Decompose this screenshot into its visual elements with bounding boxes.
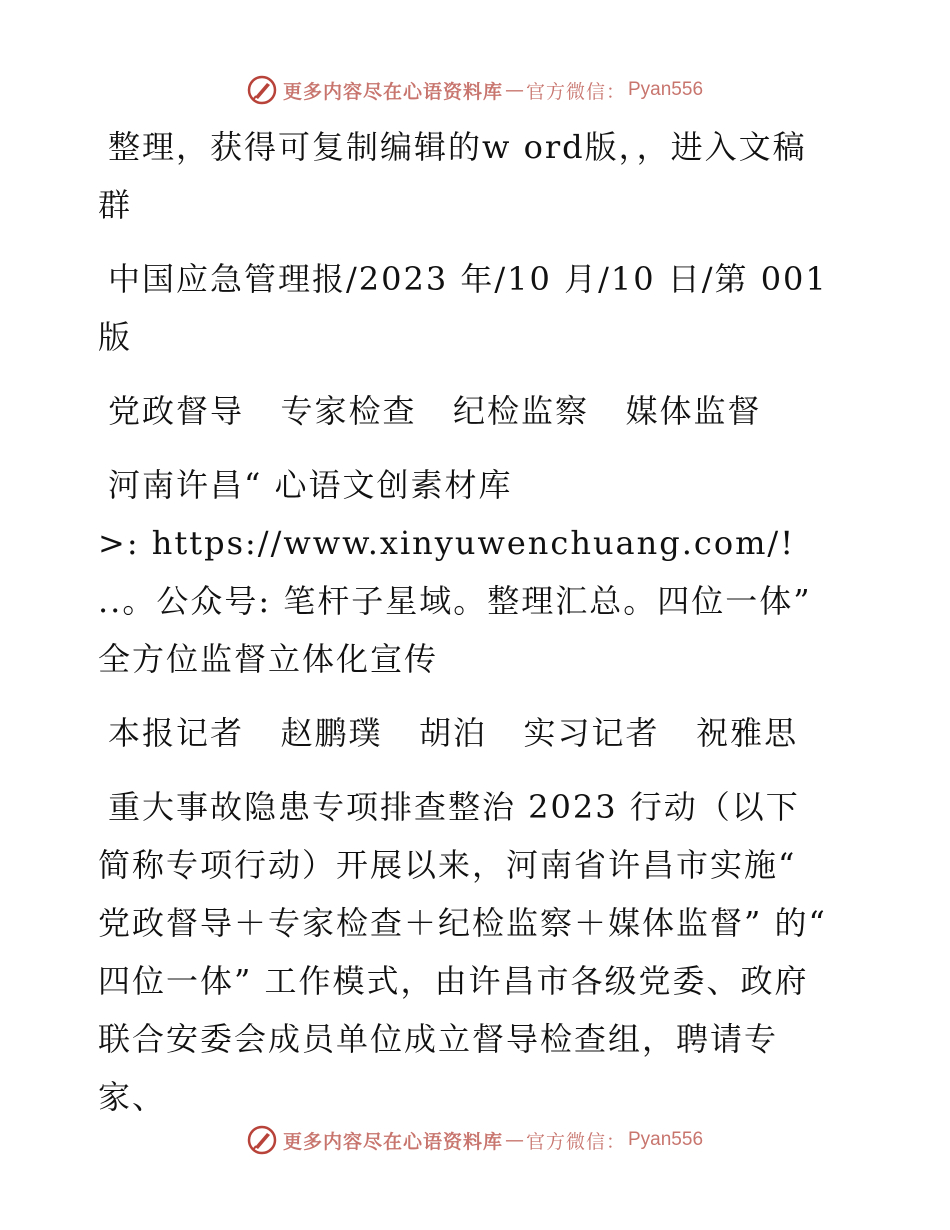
header-dash: — (504, 79, 524, 101)
paragraph-source: 中国应急管理报/2023 年/10 月/10 日/第 001版 (98, 260, 828, 356)
header-banner (0, 70, 950, 110)
header-wechat-label: 官方微信： (525, 80, 626, 103)
header-slogan: 更多内容尽在心语资料库 (282, 80, 503, 103)
footer-wechat-id: Pyan556 (628, 1129, 704, 1150)
paragraph-byline: 本报记者 赵鹏璞 胡泊 实习记者 祝雅思 (108, 714, 799, 752)
quill-logo-icon (247, 1125, 277, 1155)
footer-banner (0, 1120, 950, 1160)
document-body (98, 118, 833, 1142)
paragraph-intro: 整理，获得可复制编辑的w ord版，，进入文稿群 (98, 128, 807, 224)
paragraph-keywords: 党政督导 专家检查 纪检监察 媒体监督 (108, 392, 762, 430)
quill-logo-icon (247, 75, 277, 105)
footer-wechat-label: 官方微信： (525, 1130, 626, 1153)
paragraph-url-promo: >: https://www.xinyuwenchuang.com/! ..。公众号: 笔杆子星域。整理汇总。四位一体” 全方位监督立体化宣传 (98, 524, 812, 678)
paragraph-article-lead: 重大事故隐患专项排查整治 2023 行动（以下简称专项行动）开展以来，河南省许昌市实施“ 党政督导＋专家检查＋纪检监察＋媒体监督” 的“ 四位一体” 工作模式，由许昌市各级党委、政府联合安委会成员单位成立督导检查组，聘请专家、 (98, 788, 827, 1116)
paragraph-headline: 河南许昌“ 心语文创素材库 (108, 466, 513, 504)
footer-slogan: 更多内容尽在心语资料库 (282, 1130, 503, 1153)
footer-dash: — (504, 1129, 524, 1151)
header-wechat-id: Pyan556 (628, 79, 704, 100)
